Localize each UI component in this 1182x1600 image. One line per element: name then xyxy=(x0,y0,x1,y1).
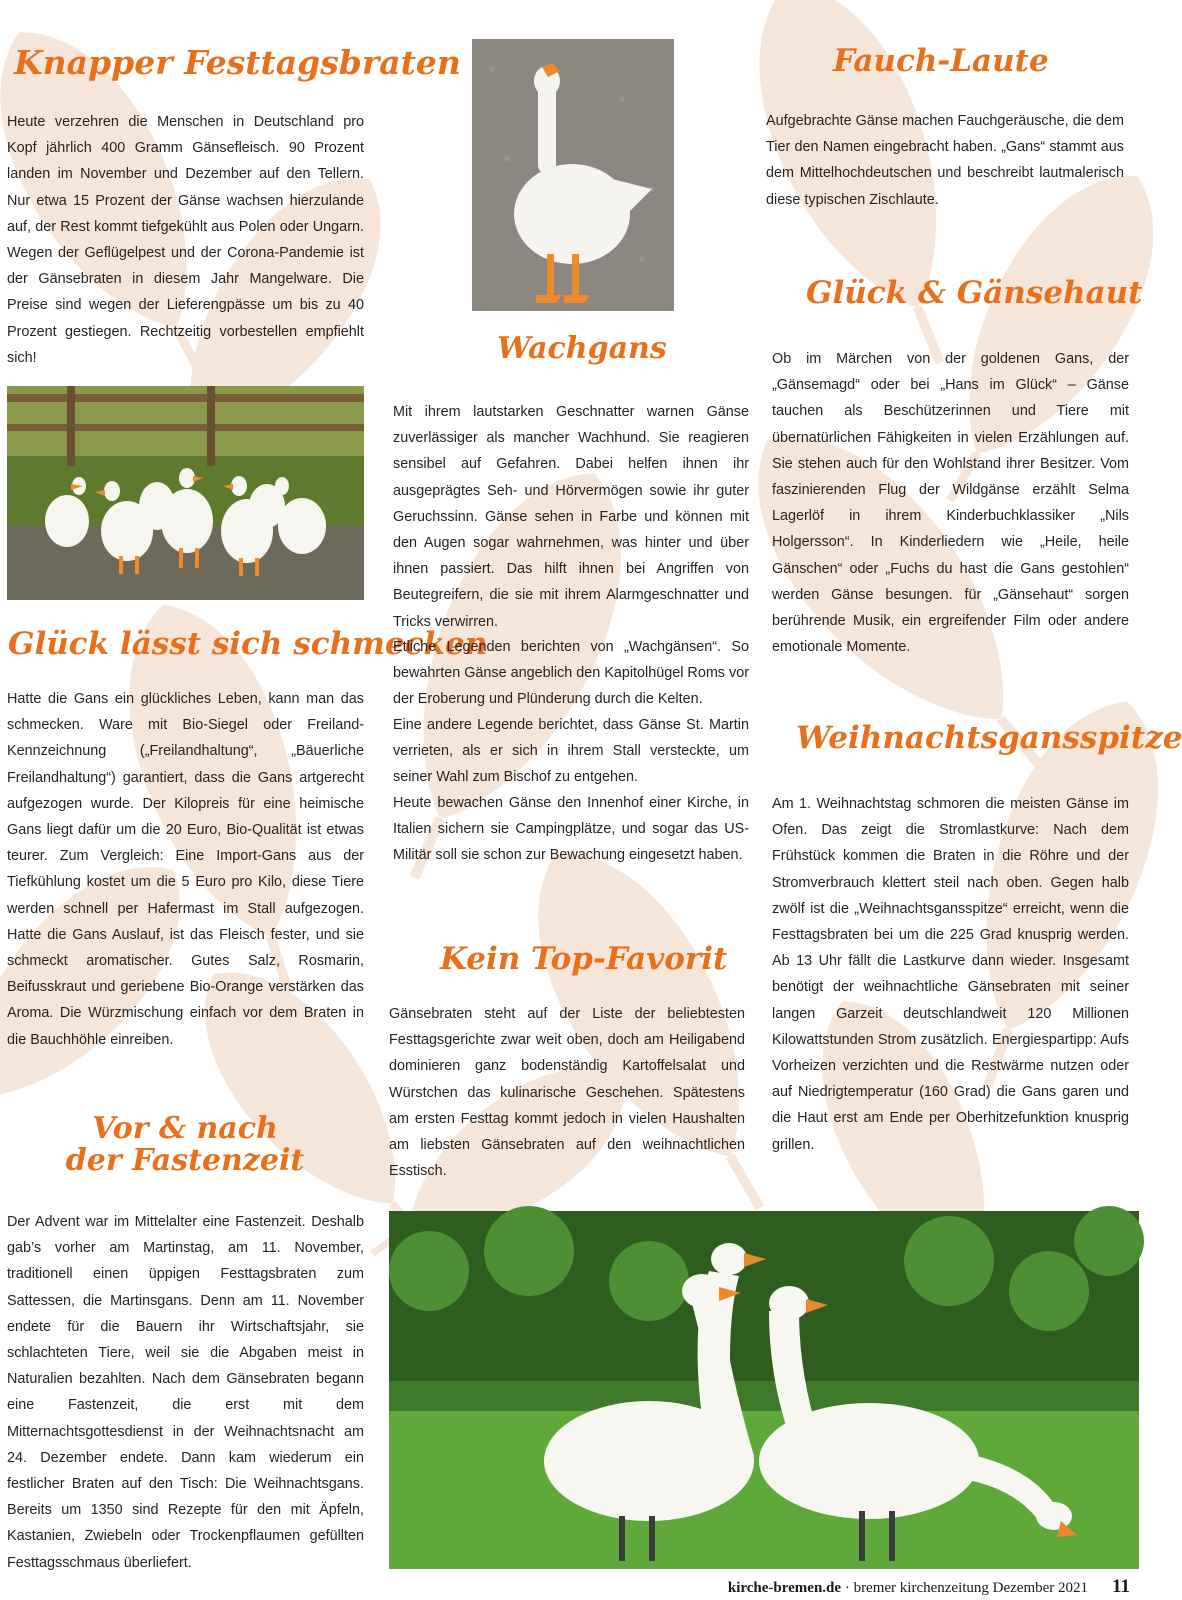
page-footer xyxy=(600,1576,1130,1598)
text-spitze: Am 1. Weihnachtstag schmoren die meisten Gänse im Ofen. Das zeigt die Stromlastkurve: Nach dem Frühstück kommen die Braten in die Röhre und der Stromverbrauch klettert steil nach oben. Gegen halb zwölf ist die „Weihnachtsgansspitze“ erreicht, wenn die Festtagsbraten bei um die 225 Grad knusprig werden. Ab 13 Uhr fällt die Lastkurve dann wieder. Insgesamt benötigt der weihnachtliche Gänsebraten mit seiner langen Garzeit deutschlandweit 120 Millionen Kilowattstunden Strom zusätzlich. Energiespartipp: Aufs Vorheizen verzichten und die Restwärme nutzen oder auf Niedrigtemperatur (160 Grad) die Gans garen und die Haut erst am Ende per Oberhitzefunktion knusprig grillen. xyxy=(772,796,1129,1153)
text-top-favorit: Gänsebraten steht auf der Liste der beliebtesten Festtagsgerichte zwar weit oben, doch am Heiligabend dominieren ganz bodenständig Kartoffelsalat und Würstchen das kulinarische Geschehen. Spätestens am ersten Festtag kommt jedoch in vielen Haushalten am liebsten Gänsebraten auf den weihnachtlichen Esstisch. xyxy=(389,1006,745,1180)
heading-fastenzeit-line1: Vor & nach xyxy=(92,1111,278,1146)
photo-goose-flock xyxy=(7,386,364,600)
heading-wachgans: Wachgans xyxy=(497,331,667,366)
heading-fastenzeit xyxy=(60,1113,310,1176)
text-wachgans-p2: Etliche Legenden berichten von „Wachgänsen“. So bewahrten Gänse angeblich den Kapitolhügel Roms vor der Eroberung und Plünderung durch die Kelten. xyxy=(393,639,749,708)
heading-spitze: Weihnachtsgansspitze xyxy=(796,720,1182,756)
photo-three-geese xyxy=(389,1211,1139,1569)
heading-gaensehaut: Glück & Gänsehaut xyxy=(806,275,1143,311)
heading-glueck-schmecken: Glück lässt sich schmecken xyxy=(8,626,488,662)
text-fauch-laute: Aufgebrachte Gänse machen Fauchgeräusche, die dem Tier den Namen eingebracht haben. „Gans“ stammt aus dem Mittelhochdeutschen und beschreibt lautmalerisch diese typischen Zischlaute. xyxy=(766,113,1124,208)
text-wachgans-p3: Eine andere Legende berichtet, dass Gänse St. Martin verrieten, als er sich in ihrem Stall versteckte, um seiner Wahl zum Bischof zu entgehen. xyxy=(393,717,749,786)
text-festtagsbraten: Heute verzehren die Menschen in Deutschland pro Kopf jährlich 400 Gramm Gänsefleisch. 90 Prozent landen im November und Dezember auf den Tellern. Nur etwa 15 Prozent der Gänse wachsen hierzulande auf, der Rest kommt tiefgekühlt aus Polen oder Ungarn. Wegen der Geflügelpest und der Corona-Pandemie ist der Gänsebraten in diesem Jahr Mangelware. Die Preise sind wegen der Lieferengpässe um bis zu 40 Prozent gestiegen. Rechtzeitig vorbestellen empfiehlt sich! xyxy=(7,114,364,366)
text-wachgans-p1: Mit ihrem lautstarken Geschnatter warnen Gänse zuverlässiger als mancher Wachhund. Sie reagieren sensibel auf Gefahren. Dabei helfen ihnen ihr ausgeprägtes Seh- und Hörvermögen sowie ihr guter Geruchssinn. Gänse sehen in Farbe und können mit den Augen sogar wahrnehmen, was hinter und über ihnen passiert. Das hilft ihnen bei Angriffen von Beutegreifern, die sie mit ihrem Alarmgeschnatter und Tricks verwirren. xyxy=(393,404,749,630)
footer-separator: · xyxy=(841,1580,854,1596)
text-fastenzeit: Der Advent war im Mittelalter eine Fastenzeit. Deshalb gab’s vorher am Martinstag, am 11. November, traditionell einen üppigen Festtagsbraten zum Sattessen, die Martinsgans. Denn am 11. November endete für die Bauern ihr Wirtschaftsjahr, sie schlachteten Tiere, weil sie die Abgaben meist in Naturalien bezahlten. Nach dem Gänsebraten begann eine Fastenzeit, die erst mit dem Mitternachtsgottesdienst in der Weihnachtsnacht am 24. Dezember endete. Dann kam wiederum ein festlicher Braten auf den Tisch: Die Weihnachtsgans. Bereits um 1350 sind Rezepte für den mit Äpfeln, Kastanien, Zwiebeln oder Trockenpflaumen gefüllten Festtagsschmaus überliefert. xyxy=(7,1214,364,1571)
heading-fastenzeit-line2: der Fastenzeit xyxy=(65,1142,305,1178)
text-wachgans-p4: Heute bewachen Gänse den Innenhof einer Kirche, in Italien sichern sie Campingplätze, und sogar das US-Militär soll sie schon zur Bewachung eingesetzt haben. xyxy=(393,795,749,864)
text-glueck-schmecken: Hatte die Gans ein glückliches Leben, kann man das schmecken. Ware mit Bio-Siegel oder Freiland-Kennzeichnung („Freilandhaltung“, „Bäuerliche Freilandhaltung“) garantiert, dass die Gans artgerecht aufgezogen wurde. Der Kilopreis für eine heimische Gans liegt dafür um die 20 Euro, Bio-Qualität ist etwas teurer. Zum Vergleich: Eine Import-Gans aus der Tiefkühlung kostet um die 5 Euro pro Kilo, diese Tiere werden schnell per Hafermast im Stall aufgezogen. Hatte die Gans Auslauf, ist das Fleisch fester, und sie schmeckt aromatischer. Gutes Salz, Rosmarin, Beifusskraut und geriebene Bio-Orange verstärken das Aroma. Die Würzmischung einfach vor dem Braten in die Bauchhöhle einreiben. xyxy=(7,691,364,1048)
photo-standing-goose xyxy=(472,39,674,311)
text-gaensehaut: Ob im Märchen von der goldenen Gans, der „Gänsemagd“ oder bei „Hans im Glück“ – Gänse tauchen als Beschützerinnen und Tiere mit übernatürlichen Fähigkeiten in vielen Erzählungen auf. Sie stehen auch für den Wohlstand ihrer Besitzer. Vom faszinierenden Flug der Wildgänse erzählt Selma Lagerlöf in ihrem Kinderbuchklassiker „Nils Holgersson“. In Kinderliedern wie „Heile, heile Gänschen“ oder „Fuchs du hast die Gans gestohlen“ werden Gänse besungen. für „Gänsehaut“ sorgen berührende Musik, ein ergreifender Film oder andere emotionale Momente. xyxy=(772,351,1129,656)
heading-festtagsbraten: Knapper Festtagsbraten xyxy=(14,43,461,82)
heading-top-favorit: Kein Top-Favorit xyxy=(440,941,728,977)
footer-publication: bremer kirchenzeitung Dezember 2021 xyxy=(853,1580,1089,1596)
page-number: 11 xyxy=(1112,1576,1130,1597)
footer-site: kirche-bremen.de xyxy=(727,1580,842,1596)
heading-fauch-laute: Fauch-Laute xyxy=(833,43,1049,79)
